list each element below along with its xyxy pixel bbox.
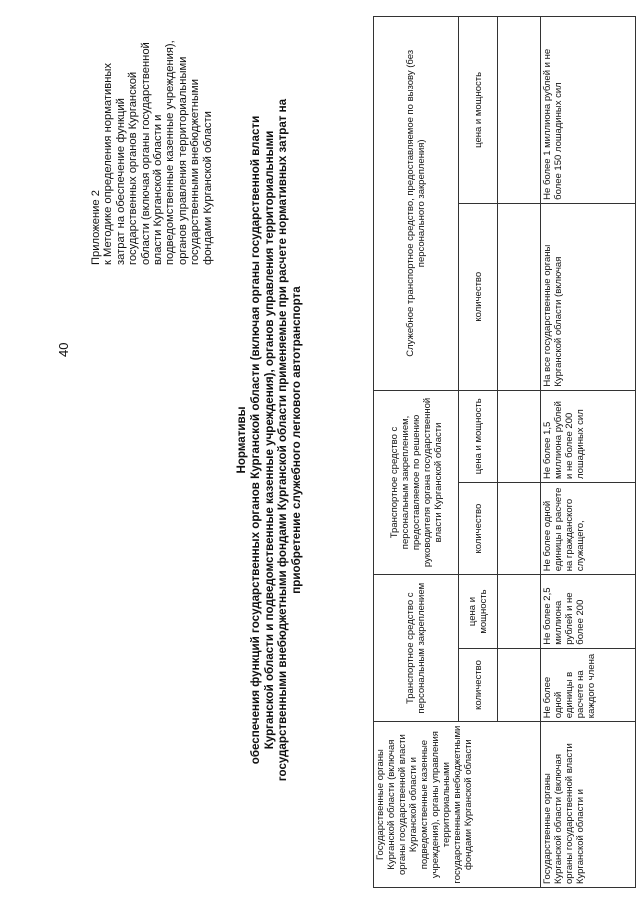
on-call-price-cell: Не более 1 миллиона рублей и не более 150 лошадиных сил bbox=[541, 17, 636, 204]
table-row bbox=[541, 17, 636, 888]
on-call-quantity-cell: На все государственные органы Курганской области (включая bbox=[541, 203, 636, 390]
title-line: обеспечения функций государственных органов Курганской области (включая органы государственной власти bbox=[248, 115, 262, 765]
title-line: приобретение служебного легкового автотранспорта bbox=[290, 286, 304, 594]
appendix-line: области (включая органы государственной bbox=[139, 42, 152, 265]
appendix-line: к Методике определения нормативных bbox=[102, 62, 115, 265]
sub-header-quantity: количество bbox=[459, 648, 498, 721]
sub-header-quantity: количество bbox=[459, 203, 498, 390]
title-line: Курганской области и подведомственные казенные учреждения), органов управления территориальными bbox=[262, 130, 276, 750]
decision-quantity-cell: Не более одной единицы в расчете на гражданского служащего, bbox=[541, 482, 636, 574]
empty-cell bbox=[498, 482, 541, 574]
appendix-line: органов управления территориальными bbox=[176, 56, 189, 265]
sub-header-price-power: цена и мощность bbox=[459, 17, 498, 204]
sub-header-price-power: цена и мощность bbox=[459, 575, 498, 648]
empty-cell bbox=[498, 648, 541, 721]
appendix-line: Приложение 2 bbox=[90, 190, 102, 265]
page-number: 40 bbox=[56, 342, 71, 357]
personal-price-cell: Не более 2,5 миллиона рублей и не более 200 bbox=[541, 575, 636, 648]
sub-header-quantity: количество bbox=[459, 482, 498, 574]
appendix-line: затрат на обеспечение функций bbox=[114, 98, 127, 265]
empty-cell bbox=[498, 203, 541, 390]
norms-table bbox=[373, 16, 636, 888]
table-group-header-row bbox=[374, 17, 459, 888]
title-heading: Нормативы bbox=[235, 406, 248, 474]
appendix-note bbox=[90, 0, 214, 265]
empty-cell bbox=[498, 575, 541, 648]
sub-header-price-power: цена и мощность bbox=[459, 390, 498, 482]
appendix-line: государственных органов Курганской bbox=[127, 71, 140, 265]
personal-quantity-cell: Не более одной единицы в расчете на каждого члена bbox=[541, 648, 636, 721]
category-cell: Государственные органы Курганской области (включая органы государственной власти Курганской области и bbox=[541, 722, 636, 888]
decision-price-cell: Не более 1,5 миллиона рублей и не более 200 лошадиных сил bbox=[541, 390, 636, 482]
appendix-line: государственными внебюджетными bbox=[189, 79, 202, 265]
title-line: государственными внебюджетными фондами Курганской области применяемые при расчете нормативных затрат на bbox=[276, 98, 290, 782]
appendix-line: подведомственные казенные учреждения), bbox=[164, 40, 177, 265]
appendix-line: власти Курганской области и bbox=[152, 114, 165, 265]
document-title bbox=[235, 85, 304, 795]
group-header-on-call: Служебное транспортное средство, предоставляемое по вызову (без персонального закрепления) bbox=[374, 17, 459, 391]
group-header-personal: Транспортное средство с персональным закреплением bbox=[374, 575, 459, 722]
group-header-by-decision: Транспортное средство с персональным закреплением, предоставляемое по решению руководителя органа государственной власти Курганской области bbox=[374, 390, 459, 575]
category-header-cell: Государственные органы Курганской области (включая органы государственной власти Курганской области и подведомственные казенные учреждения), органы управления территориальными государственными внебюджетными фондами Курганской области bbox=[374, 722, 541, 888]
appendix-line: фондами Курганской области bbox=[201, 111, 214, 265]
empty-cell bbox=[498, 390, 541, 482]
empty-cell bbox=[498, 17, 541, 204]
